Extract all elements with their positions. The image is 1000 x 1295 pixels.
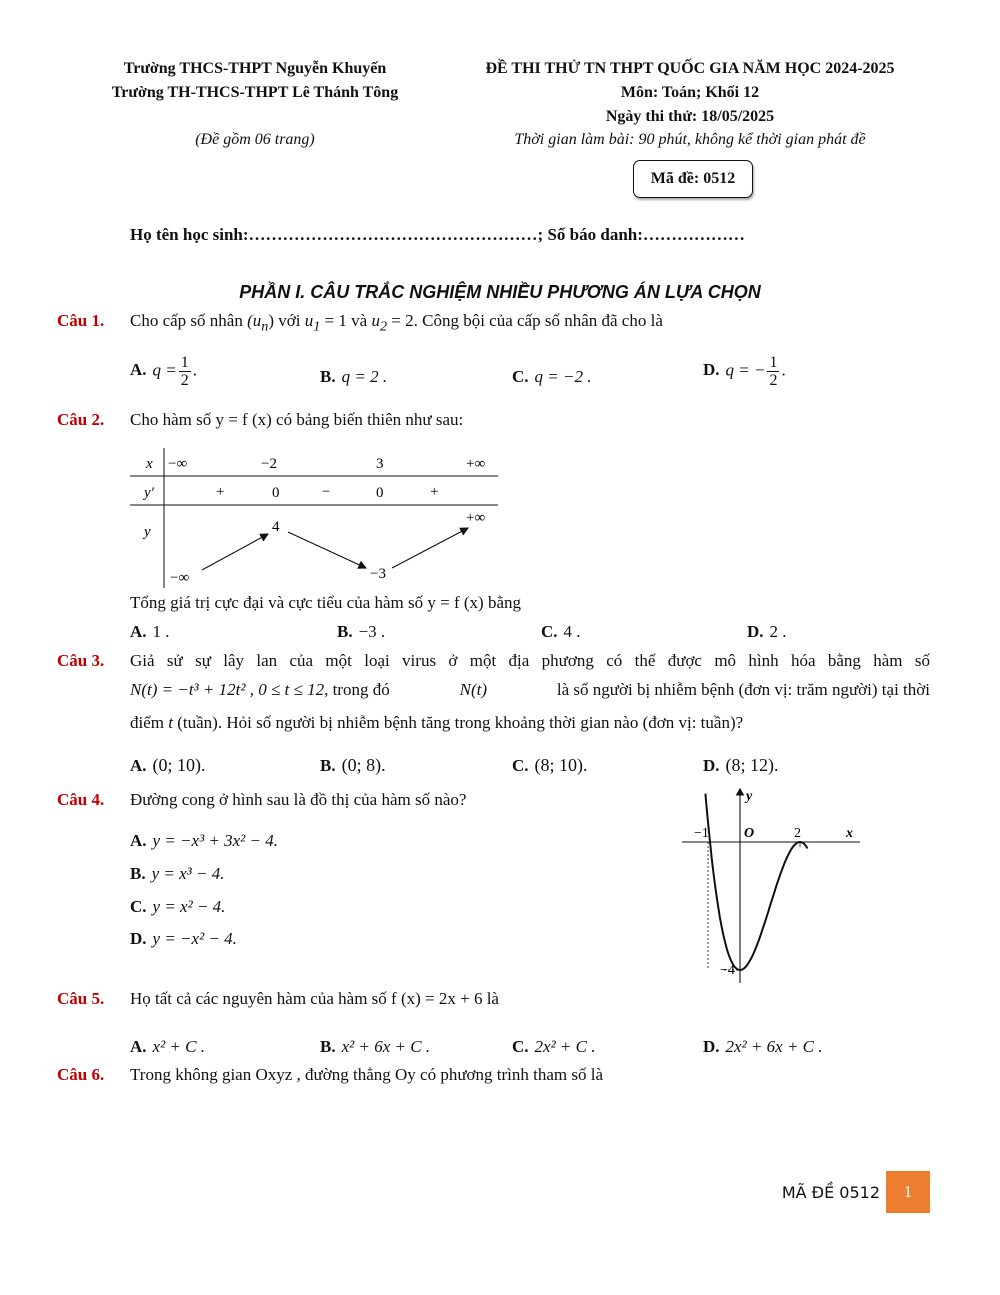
vt-minus-inf: −∞ bbox=[170, 570, 190, 586]
q3-a-text: (0; 10). bbox=[152, 755, 206, 775]
q3-t: t bbox=[168, 713, 173, 732]
q2-c-label: C. bbox=[541, 622, 558, 641]
vt-sign: + bbox=[216, 484, 225, 500]
q1-option-c[interactable] bbox=[512, 367, 591, 387]
q1-d-den: 2 bbox=[769, 372, 778, 389]
q4-a-label: A. bbox=[130, 831, 147, 850]
school-name-2: Trường TH-THCS-THPT Lê Thánh Tông bbox=[111, 84, 399, 101]
q3-a-label: A. bbox=[130, 756, 147, 775]
q3-formula: N(t) = −t³ + 12t² , 0 ≤ t ≤ 12 bbox=[130, 680, 325, 699]
q4-text: Đường cong ở hình sau là đồ thị của hàm số nào? bbox=[130, 790, 467, 809]
q3-d-label: D. bbox=[703, 756, 720, 775]
q5-c-label: C. bbox=[512, 1037, 529, 1056]
q5-c-text: 2x² + C . bbox=[534, 1037, 596, 1056]
vt-x-val: 3 bbox=[376, 456, 384, 472]
q5-a-label: A. bbox=[130, 1037, 147, 1056]
q3-c-label: C. bbox=[512, 756, 529, 775]
q2-d-text: 2 . bbox=[769, 622, 787, 641]
q2-b-text: −3 . bbox=[358, 622, 386, 641]
origin-label: O bbox=[744, 826, 755, 841]
tick-minus-4: −4 bbox=[720, 963, 735, 978]
exam-date: Ngày thi thử: 18/05/2025 bbox=[605, 108, 775, 125]
q1-d-post: . bbox=[781, 360, 786, 380]
q4-option-c[interactable] bbox=[130, 897, 225, 917]
q1-c-label: C. bbox=[512, 367, 529, 386]
tick-2: 2 bbox=[794, 826, 801, 841]
q1-d-num: 1 bbox=[769, 354, 778, 371]
q4-d-label: D. bbox=[130, 929, 147, 948]
q1-d-pre: q = − bbox=[725, 360, 766, 380]
vt-arrow-down bbox=[288, 532, 366, 568]
q2-c-text: 4 . bbox=[563, 622, 581, 641]
q5-d-label: D. bbox=[703, 1037, 720, 1056]
q1-text bbox=[130, 311, 663, 335]
q2-option-b[interactable] bbox=[337, 622, 385, 642]
vt-arrow-up bbox=[202, 534, 268, 570]
q1-u2-sub: 2 bbox=[379, 318, 388, 335]
q3-line-1: Giả sử sự lây lan của một loại virus ở một địa phương có thể được mô hình hóa bằng hàm số bbox=[130, 651, 930, 670]
section-title: PHẦN I. CÂU TRẮC NGHIỆM NHIỀU PHƯƠNG ÁN LỰA CHỌN bbox=[239, 282, 761, 302]
q5-option-c[interactable] bbox=[512, 1037, 595, 1057]
vt-x-val: −2 bbox=[261, 456, 277, 472]
vt-yprime-label: y′ bbox=[144, 485, 154, 501]
q2-label: Câu 2. bbox=[57, 410, 105, 429]
q2-b-label: B. bbox=[337, 622, 353, 641]
q5-option-a[interactable] bbox=[130, 1037, 205, 1057]
q1-a-post: . bbox=[192, 360, 198, 380]
q1-text-end: . Công bội của cấp số nhân đã cho là bbox=[413, 311, 663, 330]
vt-plus-inf: +∞ bbox=[466, 510, 486, 526]
q1-a-num: 1 bbox=[180, 354, 189, 371]
q4-option-a[interactable] bbox=[130, 831, 278, 851]
q1-seq-open: (u bbox=[247, 311, 262, 330]
vt-sign: − bbox=[322, 484, 331, 500]
school-name-1: Trường THCS-THPT Nguyễn Khuyến bbox=[123, 60, 387, 77]
vt-sign: 0 bbox=[272, 485, 280, 501]
q2-text: Cho hàm số y = f (x) có bảng biến thiên như sau: bbox=[130, 410, 464, 429]
q2-option-d[interactable] bbox=[747, 622, 787, 642]
exam-title: ĐỀ THI THỬ TN THPT QUỐC GIA NĂM HỌC 2024-2025 bbox=[485, 60, 895, 77]
q1-u2-val: = 2 bbox=[387, 311, 414, 330]
q3-option-c[interactable] bbox=[512, 755, 588, 776]
q1-u1: u bbox=[304, 311, 314, 330]
q1-u1-val: = 1 bbox=[320, 311, 347, 330]
vt-x-val: +∞ bbox=[466, 456, 486, 472]
q1-label: Câu 1. bbox=[57, 311, 105, 330]
q3-label: Câu 3. bbox=[57, 651, 105, 670]
page-number: 1 bbox=[886, 1171, 930, 1213]
q1-b-label: B. bbox=[320, 367, 336, 386]
q1-a-label: A. bbox=[130, 360, 147, 380]
q6-label: Câu 6. bbox=[57, 1065, 105, 1084]
q3-b-label: B. bbox=[320, 756, 336, 775]
vt-x-label: x bbox=[146, 456, 153, 472]
cubic-curve bbox=[705, 794, 807, 970]
q3-option-a[interactable] bbox=[130, 755, 206, 776]
vt-x-val: −∞ bbox=[168, 456, 188, 472]
q3-nt: N(t) bbox=[459, 680, 487, 699]
q1-c-text: q = −2 . bbox=[534, 367, 592, 386]
q6-text: Trong không gian Oxyz , đường thẳng Oy có phương trình tham số là bbox=[130, 1065, 604, 1084]
q3-line-2 bbox=[130, 680, 930, 700]
q4-d-text: y = −x² − 4. bbox=[152, 929, 237, 948]
q1-seq bbox=[247, 311, 301, 335]
q1-a-pre: q = bbox=[152, 360, 177, 380]
q1-b-text: q = 2 . bbox=[341, 367, 388, 386]
exam-subject: Môn: Toán; Khối 12 bbox=[620, 84, 760, 101]
q3-line-3 bbox=[130, 713, 743, 733]
exam-time: Thời gian làm bài: 90 phút, không kể thời gian phát đề bbox=[514, 131, 866, 148]
q4-graph bbox=[680, 785, 870, 985]
q3-d-text: (8; 12). bbox=[725, 755, 779, 775]
q1-d-fraction bbox=[767, 354, 779, 389]
q2-option-c[interactable] bbox=[541, 622, 581, 642]
q4-option-b[interactable] bbox=[130, 864, 224, 884]
q1-d-label: D. bbox=[703, 360, 720, 380]
q5-a-text: x² + C . bbox=[152, 1037, 205, 1056]
q1-seq-sub: n bbox=[261, 318, 269, 335]
vt-min-value: −3 bbox=[370, 566, 386, 582]
q2-a-text: 1 . bbox=[152, 622, 170, 641]
q4-b-text: y = x³ − 4. bbox=[151, 864, 225, 883]
q4-c-label: C. bbox=[130, 897, 147, 916]
q2-d-label: D. bbox=[747, 622, 764, 641]
page-count: (Đề gồm 06 trang) bbox=[195, 131, 315, 148]
tick-minus-1: −1 bbox=[694, 826, 709, 841]
q5-label: Câu 5. bbox=[57, 989, 105, 1008]
q4-b-label: B. bbox=[130, 864, 146, 883]
q5-b-text: x² + 6x + C . bbox=[341, 1037, 431, 1056]
q3-line-3-start: điểm bbox=[130, 713, 164, 732]
q4-c-text: y = x² − 4. bbox=[152, 897, 226, 916]
q5-b-label: B. bbox=[320, 1037, 336, 1056]
q1-a-fraction bbox=[179, 354, 191, 389]
q1-option-d[interactable] bbox=[703, 354, 786, 389]
y-axis-label: y bbox=[746, 789, 753, 804]
q2-a-label: A. bbox=[130, 622, 147, 641]
q1-u1-sub: 1 bbox=[313, 318, 321, 335]
q5-d-text: 2x² + 6x + C . bbox=[725, 1037, 823, 1056]
q2-question: Tổng giá trị cực đại và cực tiểu của hàm số y = f (x) bằng bbox=[130, 593, 522, 612]
vt-y-label: y bbox=[144, 524, 151, 540]
q1-option-a[interactable] bbox=[130, 354, 197, 389]
q4-option-d[interactable] bbox=[130, 929, 237, 949]
q4-label: Câu 4. bbox=[57, 790, 105, 809]
q3-c-text: (8; 10). bbox=[534, 755, 588, 775]
q3-option-b[interactable] bbox=[320, 755, 386, 776]
vt-sign: 0 bbox=[376, 485, 384, 501]
q1-option-b[interactable] bbox=[320, 367, 387, 387]
q3-line-2-end: là số người bị nhiễm bệnh (đơn vị: trăm người) tại thời bbox=[556, 680, 930, 699]
exam-code-box: Mã đề: 0512 bbox=[633, 160, 753, 198]
q5-option-b[interactable] bbox=[320, 1037, 430, 1057]
q1-a-den: 2 bbox=[180, 372, 189, 389]
q4-a-text: y = −x³ + 3x² − 4. bbox=[152, 831, 278, 850]
footer-exam-code: MÃ ĐỀ 0512 bbox=[781, 1183, 880, 1202]
q2-option-a[interactable] bbox=[130, 622, 170, 642]
q1-and: và bbox=[351, 311, 368, 330]
q1-seq-close: ) với bbox=[268, 311, 301, 330]
student-info-line: Họ tên học sinh:……………………………………………; Số báo danh:……………… bbox=[130, 225, 745, 244]
q1-text-part: Cho cấp số nhân bbox=[130, 311, 243, 330]
q3-b-text: (0; 8). bbox=[341, 755, 386, 775]
q3-where: , trong đó bbox=[324, 680, 390, 699]
q3-line-3-end: (tuần). Hỏi số người bị nhiễm bệnh tăng trong khoảng thời gian nào (đơn vị: tuần)? bbox=[177, 713, 744, 732]
x-axis-label: x bbox=[846, 826, 853, 841]
q5-text: Họ tất cả các nguyên hàm của hàm số f (x) = 2x + 6 là bbox=[130, 989, 499, 1008]
variation-table bbox=[130, 448, 505, 588]
q3-option-d[interactable] bbox=[703, 755, 779, 776]
q1-u2: u bbox=[371, 311, 380, 330]
vt-max-value: 4 bbox=[272, 519, 280, 535]
vt-sign: + bbox=[430, 484, 439, 500]
vt-arrow-up bbox=[392, 528, 468, 568]
q5-option-d[interactable] bbox=[703, 1037, 823, 1057]
